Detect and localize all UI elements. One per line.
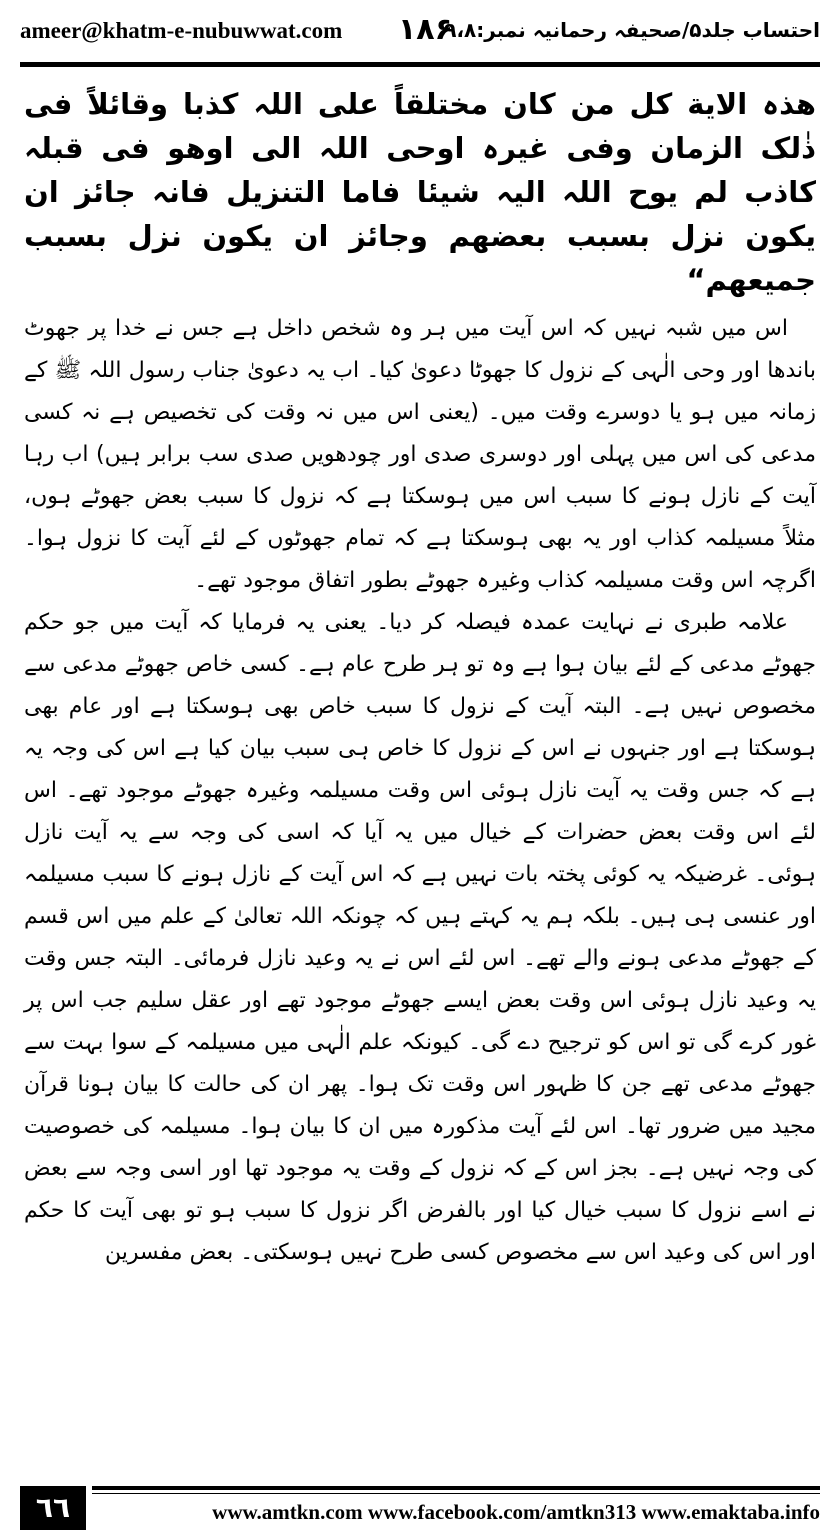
footer-urls: www.amtkn.com www.facebook.com/amtkn313 www.emaktaba.info <box>212 1500 820 1524</box>
paragraph-2: علامہ طبری نے نہایت عمدہ فیصلہ کر دیا۔ یعنی یہ فرمایا کہ آیت میں جو حکم جھوٹے مدعی کے لئے بیان ہوا ہے وہ تو ہر طرح عام ہے۔ کسی خاص جھوٹے مدعی سے مخصوص نہیں ہے۔ البتہ آیت کے نزول کا سبب خاص بھی ہوسکتا ہے اور عام بھی ہوسکتا ہے اور جنہوں نے اس کے نزول کا خاص ہی سبب بیان کیا ہے اس کی وجہ یہ ہے کہ جس وقت یہ آیت نازل ہوئی اس وقت مسیلمہ وغیرہ جھوٹے موجود تھے۔ اس لئے اس وقت بعض حضرات کے خیال میں یہ آیا کہ اسی کی وجہ سے یہ آیت نازل ہوئی۔ غرضیکہ یہ کوئی پختہ بات نہیں ہے کہ اس آیت کے نازل ہونے کا سبب مسیلمہ اور عنسی ہی ہیں۔ بلکہ ہم یہ کہتے ہیں کہ چونکہ اللہ تعالیٰ کے علم میں اس قسم کے جھوٹے مدعی ہونے والے تھے۔ اس لئے اس نے یہ وعید نازل فرمائی۔ البتہ جس وقت یہ وعید نازل ہوئی اس وقت بعض ایسے جھوٹے موجود تھے اور عقل سلیم جب اس پر غور کرے گی تو اس کو ترجیح دے گی۔ کیونکہ علم الٰہی میں مسیلمہ کے سوا بہت سے جھوٹے مدعی تھے جن کا ظہور اس وقت تک ہوا۔ پھر ان کی حالت کا بیان ہونا قرآن مجید میں ضرور تھا۔ اس لئے آیت مذکورہ میں ان کا بیان ہوا۔ مسیلمہ کی خصوصیت کی وجہ نہیں ہے۔ بجز اس کے کہ نزول کے وقت یہ موجود تھا اور اسی وجہ سے بعض نے اسے نزول کا سبب خیال کیا اور بالفرض اگر نزول کا سبب ہو تو بھی آیت کا حکم اور اس کی وعید اس سے مخصوص کسی طرح نہیں ہوسکتی۔ بعض مفسرین <box>24 610 816 1265</box>
footer-divider-thin <box>92 1493 820 1494</box>
page-content <box>24 82 816 1274</box>
paragraph-1: اس میں شبہ نہیں کہ اس آیت میں ہر وہ شخص داخل ہے جس نے خدا پر جھوٹ باندھا اور وحی الٰہی کے نزول کا جھوٹا دعویٰ کیا۔ اب یہ دعویٰ جناب رسول اللہ ﷺ کے زمانہ میں ہو یا دوسرے وقت میں۔ (یعنی اس میں نہ وقت کی تخصیص ہے نہ کسی مدعی کی اس میں پہلی اور دوسری صدی اور چودھویں صدی سب برابر ہیں) اب رہا آیت کے نازل ہونے کا سبب اس میں ہوسکتا ہے کہ نزول کا سبب بعض جھوٹے ہوں، مثلاً مسیلمہ کذاب اور یہ بھی ہوسکتا ہے کہ تمام جھوٹوں کے لئے آیت کا نزول ہوا۔ اگرچہ اس وقت مسیلمہ کذاب وغیرہ جھوٹے بطور اتفاق موجود تھے۔ <box>24 316 816 593</box>
header-email: ameer@khatm-e-nubuwwat.com <box>20 18 343 43</box>
footer-page-number: ٦٦ <box>20 1486 86 1530</box>
footer-divider <box>92 1486 820 1490</box>
header-title: احتساب جلد۵/صحیفہ رحمانیہ نمبر:۹،۸ <box>444 18 820 42</box>
header-divider <box>20 62 820 67</box>
page-header <box>20 14 820 58</box>
arabic-quote: ھذہ الایة کل من کان مختلقاً علی اللہ کذبا وقائلاً فی ذٰلک الزمان وفی غیرہ اوحی اللہ الی اوھو فی قبلہ کاذب لم یوح اللہ الیہ شیئا فاما التنزیل فانہ جائز ان یکون نزل بسبب بعضھم وجائز ان یکون نزل بسبب جمیعھم“ <box>24 87 816 297</box>
header-page-number: ۱۸۶ <box>398 12 453 47</box>
